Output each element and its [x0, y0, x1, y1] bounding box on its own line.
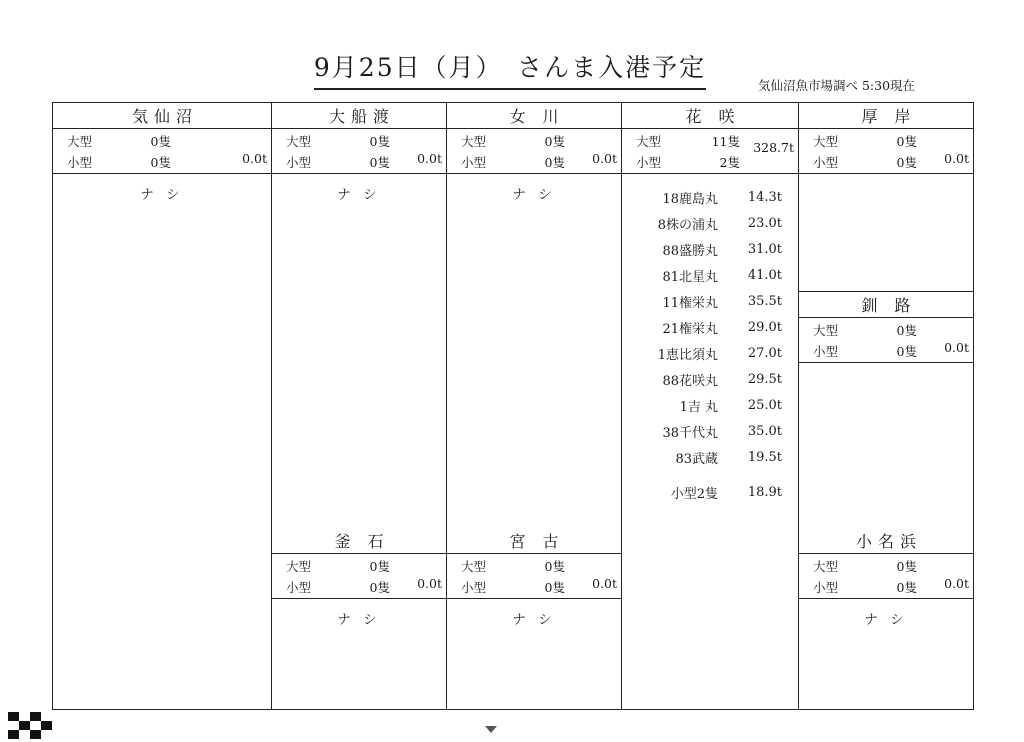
stat-label-small: 小型: [461, 154, 487, 170]
stat-row-large: [813, 319, 965, 340]
vessel-tonnage: 35.0t: [747, 423, 782, 439]
stat-label-small: 小型: [67, 154, 93, 170]
port-title-onahama: 小名浜: [799, 528, 973, 554]
stat-value-small: 0隻: [544, 154, 565, 170]
port-block-kesennuma: [53, 103, 271, 711]
stat-row-large: [813, 130, 965, 151]
vessel-tonnage: 14.3t: [747, 189, 782, 205]
port-stats-miyako: [447, 554, 621, 599]
stat-value-large: 0隻: [896, 133, 917, 149]
stat-label-large: 大型: [813, 322, 839, 338]
vessel-tonnage: 31.0t: [747, 241, 782, 257]
page-marker-arrow: [485, 726, 497, 733]
stat-label-small: 小型: [636, 154, 662, 170]
vessel-tonnage: 29.5t: [747, 371, 782, 387]
vessel-list: [622, 174, 798, 514]
vessel-row: [622, 210, 798, 236]
vessel-name: 1吉 丸: [679, 399, 718, 415]
port-body-onagawa: [447, 174, 621, 529]
stat-row-small: [67, 151, 263, 172]
port-title-kesennuma: 気仙沼: [53, 103, 271, 129]
stat-tonnage: 0.0t: [944, 576, 969, 591]
stat-value-small: 0隻: [369, 154, 390, 170]
stat-label-large: 大型: [286, 133, 312, 149]
vessel-row: [622, 236, 798, 262]
scanner-registration-marks: [8, 712, 54, 732]
stat-label-large: 大型: [286, 558, 312, 574]
stat-value-large: 0隻: [369, 133, 390, 149]
vessel-name: 1恵比須丸: [657, 347, 718, 363]
vessel-tonnage: 29.0t: [747, 319, 782, 335]
stat-row-small: [813, 576, 965, 597]
stat-label-small: 小型: [286, 154, 312, 170]
stat-label-small: 小型: [813, 154, 839, 170]
stat-row-large: [286, 130, 438, 151]
vessel-name: 11権栄丸: [662, 295, 718, 311]
stat-tonnage: 0.0t: [592, 576, 617, 591]
port-block-onahama: [799, 528, 973, 711]
port-title-akkeshi: 厚 岸: [799, 103, 973, 129]
port-stats-kamaishi: [272, 554, 446, 599]
vessel-row: [622, 262, 798, 288]
stat-tonnage: 0.0t: [417, 151, 442, 166]
port-stats-ofunato: [272, 129, 446, 174]
stat-tonnage: 0.0t: [592, 151, 617, 166]
port-title-miyako: 宮 古: [447, 528, 621, 554]
port-body-ofunato: [272, 174, 446, 529]
stat-value-small: 0隻: [896, 579, 917, 595]
stat-value-small: 0隻: [896, 154, 917, 170]
stat-row-small: [813, 151, 965, 172]
vessel-row: [622, 366, 798, 392]
port-stats-akkeshi: [799, 129, 973, 174]
stat-tonnage: 0.0t: [242, 151, 267, 166]
port-title-kamaishi: 釜 石: [272, 528, 446, 554]
vessel-name: 88盛勝丸: [662, 243, 718, 259]
nashi-label: ナ シ: [337, 187, 381, 203]
ports-table: [52, 102, 974, 710]
vessel-tonnage: 19.5t: [747, 449, 782, 465]
vessel-row: [622, 288, 798, 314]
port-body-kamaishi: [272, 599, 446, 712]
vessel-row-small-total: [622, 470, 798, 514]
nashi-label: ナ シ: [512, 187, 556, 203]
vessel-row: [622, 392, 798, 418]
stat-label-small: 小型: [286, 579, 312, 595]
stat-row-small: [461, 576, 613, 597]
stat-row-large: [461, 555, 613, 576]
stat-value-small: 0隻: [150, 154, 171, 170]
port-title-hanasaki: 花 咲: [622, 103, 798, 129]
port-body-kesennuma: [53, 174, 271, 712]
vessel-name: 38千代丸: [662, 425, 718, 441]
stat-tonnage: 328.7t: [753, 140, 794, 155]
stat-label-small: 小型: [813, 579, 839, 595]
nashi-label: ナ シ: [337, 612, 381, 628]
stat-label-large: 大型: [461, 133, 487, 149]
port-block-ofunato: [272, 103, 446, 528]
stat-value-large: 0隻: [544, 558, 565, 574]
vessel-tonnage: 27.0t: [747, 345, 782, 361]
port-stats-onahama: [799, 554, 973, 599]
vessel-tonnage: 35.5t: [747, 293, 782, 309]
port-body-hanasaki: [622, 174, 798, 712]
stat-value-large: 0隻: [896, 558, 917, 574]
stat-label-large: 大型: [636, 133, 662, 149]
vessel-name: 21権栄丸: [662, 321, 718, 337]
port-body-akkeshi: [799, 174, 973, 292]
stat-tonnage: 0.0t: [417, 576, 442, 591]
stat-value-large: 0隻: [544, 133, 565, 149]
vessel-name: 小型2隻: [670, 486, 718, 502]
stat-row-small: [813, 340, 965, 361]
port-block-kushiro: [799, 291, 973, 478]
vessel-row: [622, 340, 798, 366]
stat-value-small: 2隻: [719, 154, 740, 170]
vessel-tonnage: 23.0t: [747, 215, 782, 231]
port-stats-hanasaki: [622, 129, 798, 174]
stat-row-large: [286, 555, 438, 576]
port-title-onagawa: 女 川: [447, 103, 621, 129]
nashi-label: ナ シ: [864, 612, 908, 628]
port-stats-kushiro: [799, 318, 973, 363]
port-block-onagawa: [447, 103, 621, 528]
nashi-label: ナ シ: [140, 187, 184, 203]
stat-label-small: 小型: [813, 343, 839, 359]
vessel-row: [622, 418, 798, 444]
port-title-ofunato: 大船渡: [272, 103, 446, 129]
stat-value-small: 0隻: [896, 343, 917, 359]
stat-row-small: [461, 151, 613, 172]
port-block-kamaishi: [272, 528, 446, 711]
vessel-tonnage: 41.0t: [747, 267, 782, 283]
port-block-miyako: [447, 528, 621, 711]
stat-label-large: 大型: [67, 133, 93, 149]
port-block-hanasaki: [622, 103, 798, 711]
stat-value-large: 0隻: [150, 133, 171, 149]
vessel-row: [622, 314, 798, 340]
port-body-onahama: [799, 599, 973, 712]
title-container: [280, 48, 740, 90]
port-stats-onagawa: [447, 129, 621, 174]
stat-label-large: 大型: [461, 558, 487, 574]
stat-row-small: [286, 576, 438, 597]
port-block-akkeshi: [799, 103, 973, 291]
stat-value-large: 0隻: [896, 322, 917, 338]
port-title-kushiro: 釧 路: [799, 291, 973, 318]
survey-note: 気仙沼魚市場調べ 5:30現在: [758, 78, 916, 93]
vessel-name: 83武蔵: [675, 451, 718, 467]
stat-row-large: [813, 555, 965, 576]
stat-value-small: 0隻: [544, 579, 565, 595]
stat-row-large: [461, 130, 613, 151]
nashi-label: ナ シ: [512, 612, 556, 628]
port-stats-kesennuma: [53, 129, 271, 174]
vessel-name: 81北星丸: [662, 269, 718, 285]
stat-row-small: [286, 151, 438, 172]
stat-value-small: 0隻: [369, 579, 390, 595]
vessel-tonnage: 18.9t: [747, 484, 782, 500]
stat-tonnage: 0.0t: [944, 340, 969, 355]
stat-value-large: 0隻: [369, 558, 390, 574]
stat-label-large: 大型: [813, 558, 839, 574]
port-body-miyako: [447, 599, 621, 712]
vessel-name: 18鹿島丸: [662, 191, 718, 207]
vessel-name: 88花咲丸: [662, 373, 718, 389]
vessel-tonnage: 25.0t: [747, 397, 782, 413]
vessel-name: 8株の浦丸: [657, 217, 718, 233]
port-body-kushiro: [799, 363, 973, 480]
vessel-row: [622, 184, 798, 210]
stat-label-small: 小型: [461, 579, 487, 595]
vessel-row: [622, 444, 798, 470]
stat-tonnage: 0.0t: [944, 151, 969, 166]
stat-label-large: 大型: [813, 133, 839, 149]
page-title: 9月25日（月） さんま入港予定: [314, 48, 706, 90]
stat-value-large: 11隻: [711, 133, 740, 149]
stat-row-large: [67, 130, 263, 151]
